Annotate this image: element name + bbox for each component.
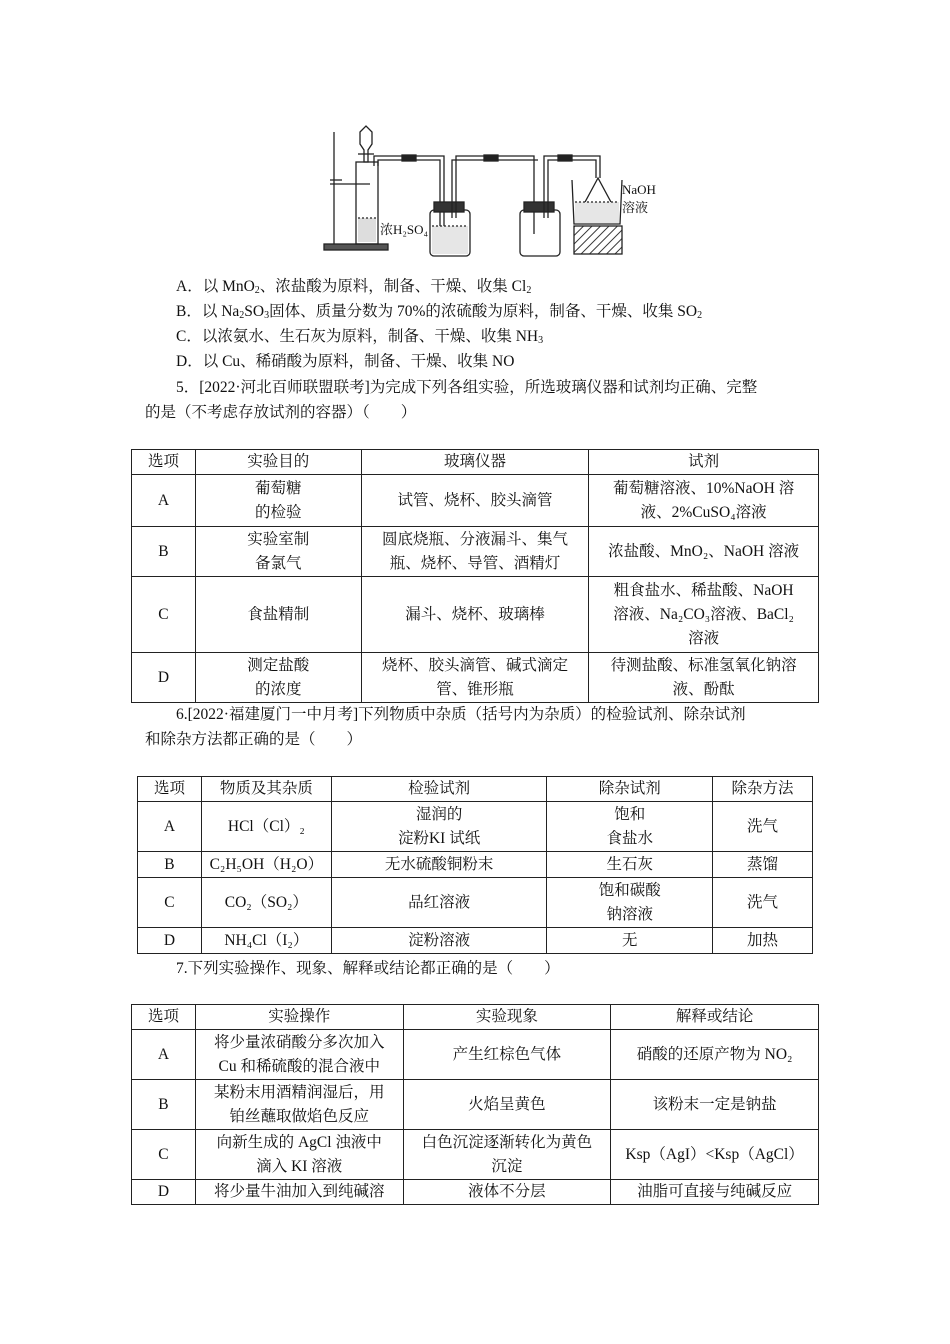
q5-table (131, 449, 819, 703)
conclusion-cell: Ksp（AgI）<Ksp（AgCl） (611, 1130, 819, 1180)
conclusion-cell: 该粉末一定是钠盐 (611, 1080, 819, 1130)
support-block (574, 226, 622, 254)
test-cell: 淀粉溶液 (331, 928, 547, 954)
q6-stem-line2: 和除杂方法都正确的是（ ） (145, 731, 363, 748)
header-cell: 试剂 (589, 450, 819, 475)
table-row (138, 802, 813, 852)
q4-option-c: C．以浓氨水、生石灰为原料，制备、干燥、收集 $NH_3$ (176, 328, 544, 346)
table-row (138, 928, 813, 954)
header-cell: 物质及其杂质 (201, 777, 331, 802)
method-cell: 蒸馏 (713, 852, 813, 878)
test-cell: 无水硫酸铜粉末 (331, 852, 547, 878)
option-cell: D (132, 653, 196, 703)
table-row (132, 475, 819, 527)
phenomenon-cell: 产生红棕色气体 (403, 1030, 611, 1080)
option-cell: A (132, 1030, 196, 1080)
q7-stem: 7.下列实验操作、现象、解释或结论都正确的是（ ） (176, 960, 560, 977)
header-cell: 实验目的 (195, 450, 361, 475)
table-header-row (132, 450, 819, 475)
header-cell: 实验操作 (195, 1005, 403, 1030)
stand-base (324, 244, 388, 250)
option-cell: C (132, 1130, 196, 1180)
goal-cell: 食盐精制 (195, 577, 361, 653)
tube-clip-1 (402, 155, 416, 161)
naoh-label-1: NaOH (622, 182, 656, 197)
table-row (138, 878, 813, 928)
option-cell: B (132, 527, 196, 577)
option-cell: B (138, 852, 202, 878)
table-row (132, 527, 819, 577)
table-header-row (132, 1005, 819, 1030)
operation-cell: 将少量浓硝酸分多次加入 Cu 和稀硫酸的混合液中 (195, 1030, 403, 1080)
separatory-funnel (360, 126, 372, 162)
glass-cell: 烧杯、胶头滴管、碱式滴定 管、锥形瓶 (361, 653, 589, 703)
naoh-label-2: 溶液 (622, 200, 649, 215)
goal-cell: 实验室制 备氯气 (195, 527, 361, 577)
q7-table (131, 1004, 819, 1205)
option-cell: A (132, 475, 196, 527)
option-cell: B (132, 1080, 196, 1130)
conclusion-cell: 硝酸的还原产物为 NO₂ (611, 1030, 819, 1080)
q4-option-b: B．以 $Na_2SO_3$固体、质量分数为 70%的浓硫酸为原料，制备、干燥、收集 $SO_2$ (176, 303, 703, 321)
method-cell: 洗气 (713, 878, 813, 928)
option-cell: D (138, 928, 202, 954)
operation-cell: 将少量牛油加入到纯碱溶 (195, 1180, 403, 1205)
goal-cell: 测定盐酸 的浓度 (195, 653, 361, 703)
operation-cell: 某粉末用酒精润湿后，用 铂丝蘸取做焰色反应 (195, 1080, 403, 1130)
phenomenon-cell: 液体不分层 (403, 1180, 611, 1205)
glass-cell: 漏斗、烧杯、玻璃棒 (361, 577, 589, 653)
table-row (132, 1080, 819, 1130)
table-row (132, 577, 819, 653)
glass-cell: 试管、烧杯、胶头滴管 (361, 475, 589, 527)
goal-cell: 葡萄糖 的检验 (195, 475, 361, 527)
substance-cell: CO₂（SO₂） (201, 878, 331, 928)
method-cell: 加热 (713, 928, 813, 954)
reagent-cell: 粗食盐水、稀盐酸、NaOH 溶液、Na₂CO₃溶液、BaCl₂ 溶液 (589, 577, 819, 653)
q6-table (137, 776, 813, 954)
header-cell: 选项 (132, 450, 196, 475)
conclusion-cell: 油脂可直接与纯碱反应 (611, 1180, 819, 1205)
remove-cell: 无 (547, 928, 713, 954)
inverted-funnel (584, 178, 612, 204)
substance-cell: NH₄Cl（I₂） (201, 928, 331, 954)
header-cell: 选项 (132, 1005, 196, 1030)
table-header-row (138, 777, 813, 802)
remove-cell: 生石灰 (547, 852, 713, 878)
acid-label: 浓H₂SO₄ (380, 222, 429, 237)
tube-clip-2 (484, 155, 498, 161)
q4-option-a: A．以 MnO$_2$、浓盐酸为原料，制备、干燥、收集 $Cl_2$ (176, 278, 532, 296)
option-cell: C (132, 577, 196, 653)
q5-stem-line1: 5．[2022·河北百师联盟联考]为完成下列各组实验，所选玻璃仪器和试剂均正确、完整 (176, 379, 758, 396)
tube-clip-3 (558, 155, 572, 161)
q6-stem-line1: 6.[2022·福建厦门一中月考]下列物质中杂质（括号内为杂质）的检验试剂、除杂试剂 (176, 706, 746, 723)
apparatus-diagram (322, 122, 672, 257)
collection-bottle (520, 210, 560, 256)
header-cell: 检验试剂 (331, 777, 547, 802)
reagent-cell: 待测盐酸、标准氢氧化钠溶 液、酚酞 (589, 653, 819, 703)
method-cell: 洗气 (713, 802, 813, 852)
header-cell: 除杂试剂 (547, 777, 713, 802)
option-cell: C (138, 878, 202, 928)
option-cell: D (132, 1180, 196, 1205)
q4-option-d: D．以 Cu、稀硝酸为原料，制备、干燥、收集 NO (176, 353, 515, 370)
table-row (132, 1030, 819, 1080)
option-cell: A (138, 802, 202, 852)
glass-cell: 圆底烧瓶、分液漏斗、集气 瓶、烧杯、导管、酒精灯 (361, 527, 589, 577)
table-row (132, 1180, 819, 1205)
header-cell: 选项 (138, 777, 202, 802)
operation-cell: 向新生成的 AgCl 浊液中 滴入 KI 溶液 (195, 1130, 403, 1180)
reagent-cell: 浓盐酸、MnO₂、NaOH 溶液 (589, 527, 819, 577)
table-row (132, 653, 819, 703)
reagent-cell: 葡萄糖溶液、10%NaOH 溶 液、2%CuSO₄溶液 (589, 475, 819, 527)
remove-cell: 饱和 食盐水 (547, 802, 713, 852)
q5-stem-line2: 的是（不考虑存放试剂的容器）（ ） (145, 404, 417, 421)
test-cell: 湿润的 淀粉KI 试纸 (331, 802, 547, 852)
table-row (138, 852, 813, 878)
header-cell: 实验现象 (403, 1005, 611, 1030)
header-cell: 解释或结论 (611, 1005, 819, 1030)
substance-cell: HCl（Cl）₂ (201, 802, 331, 852)
phenomenon-cell: 火焰呈黄色 (403, 1080, 611, 1130)
remove-cell: 饱和碳酸 钠溶液 (547, 878, 713, 928)
header-cell: 除杂方法 (713, 777, 813, 802)
header-cell: 玻璃仪器 (361, 450, 589, 475)
delivery-tube-2 (456, 156, 534, 234)
substance-cell: C₂H₅OH（H₂O） (201, 852, 331, 878)
phenomenon-cell: 白色沉淀逐渐转化为黄色 沉淀 (403, 1130, 611, 1180)
test-cell: 品红溶液 (331, 878, 547, 928)
table-row (132, 1130, 819, 1180)
